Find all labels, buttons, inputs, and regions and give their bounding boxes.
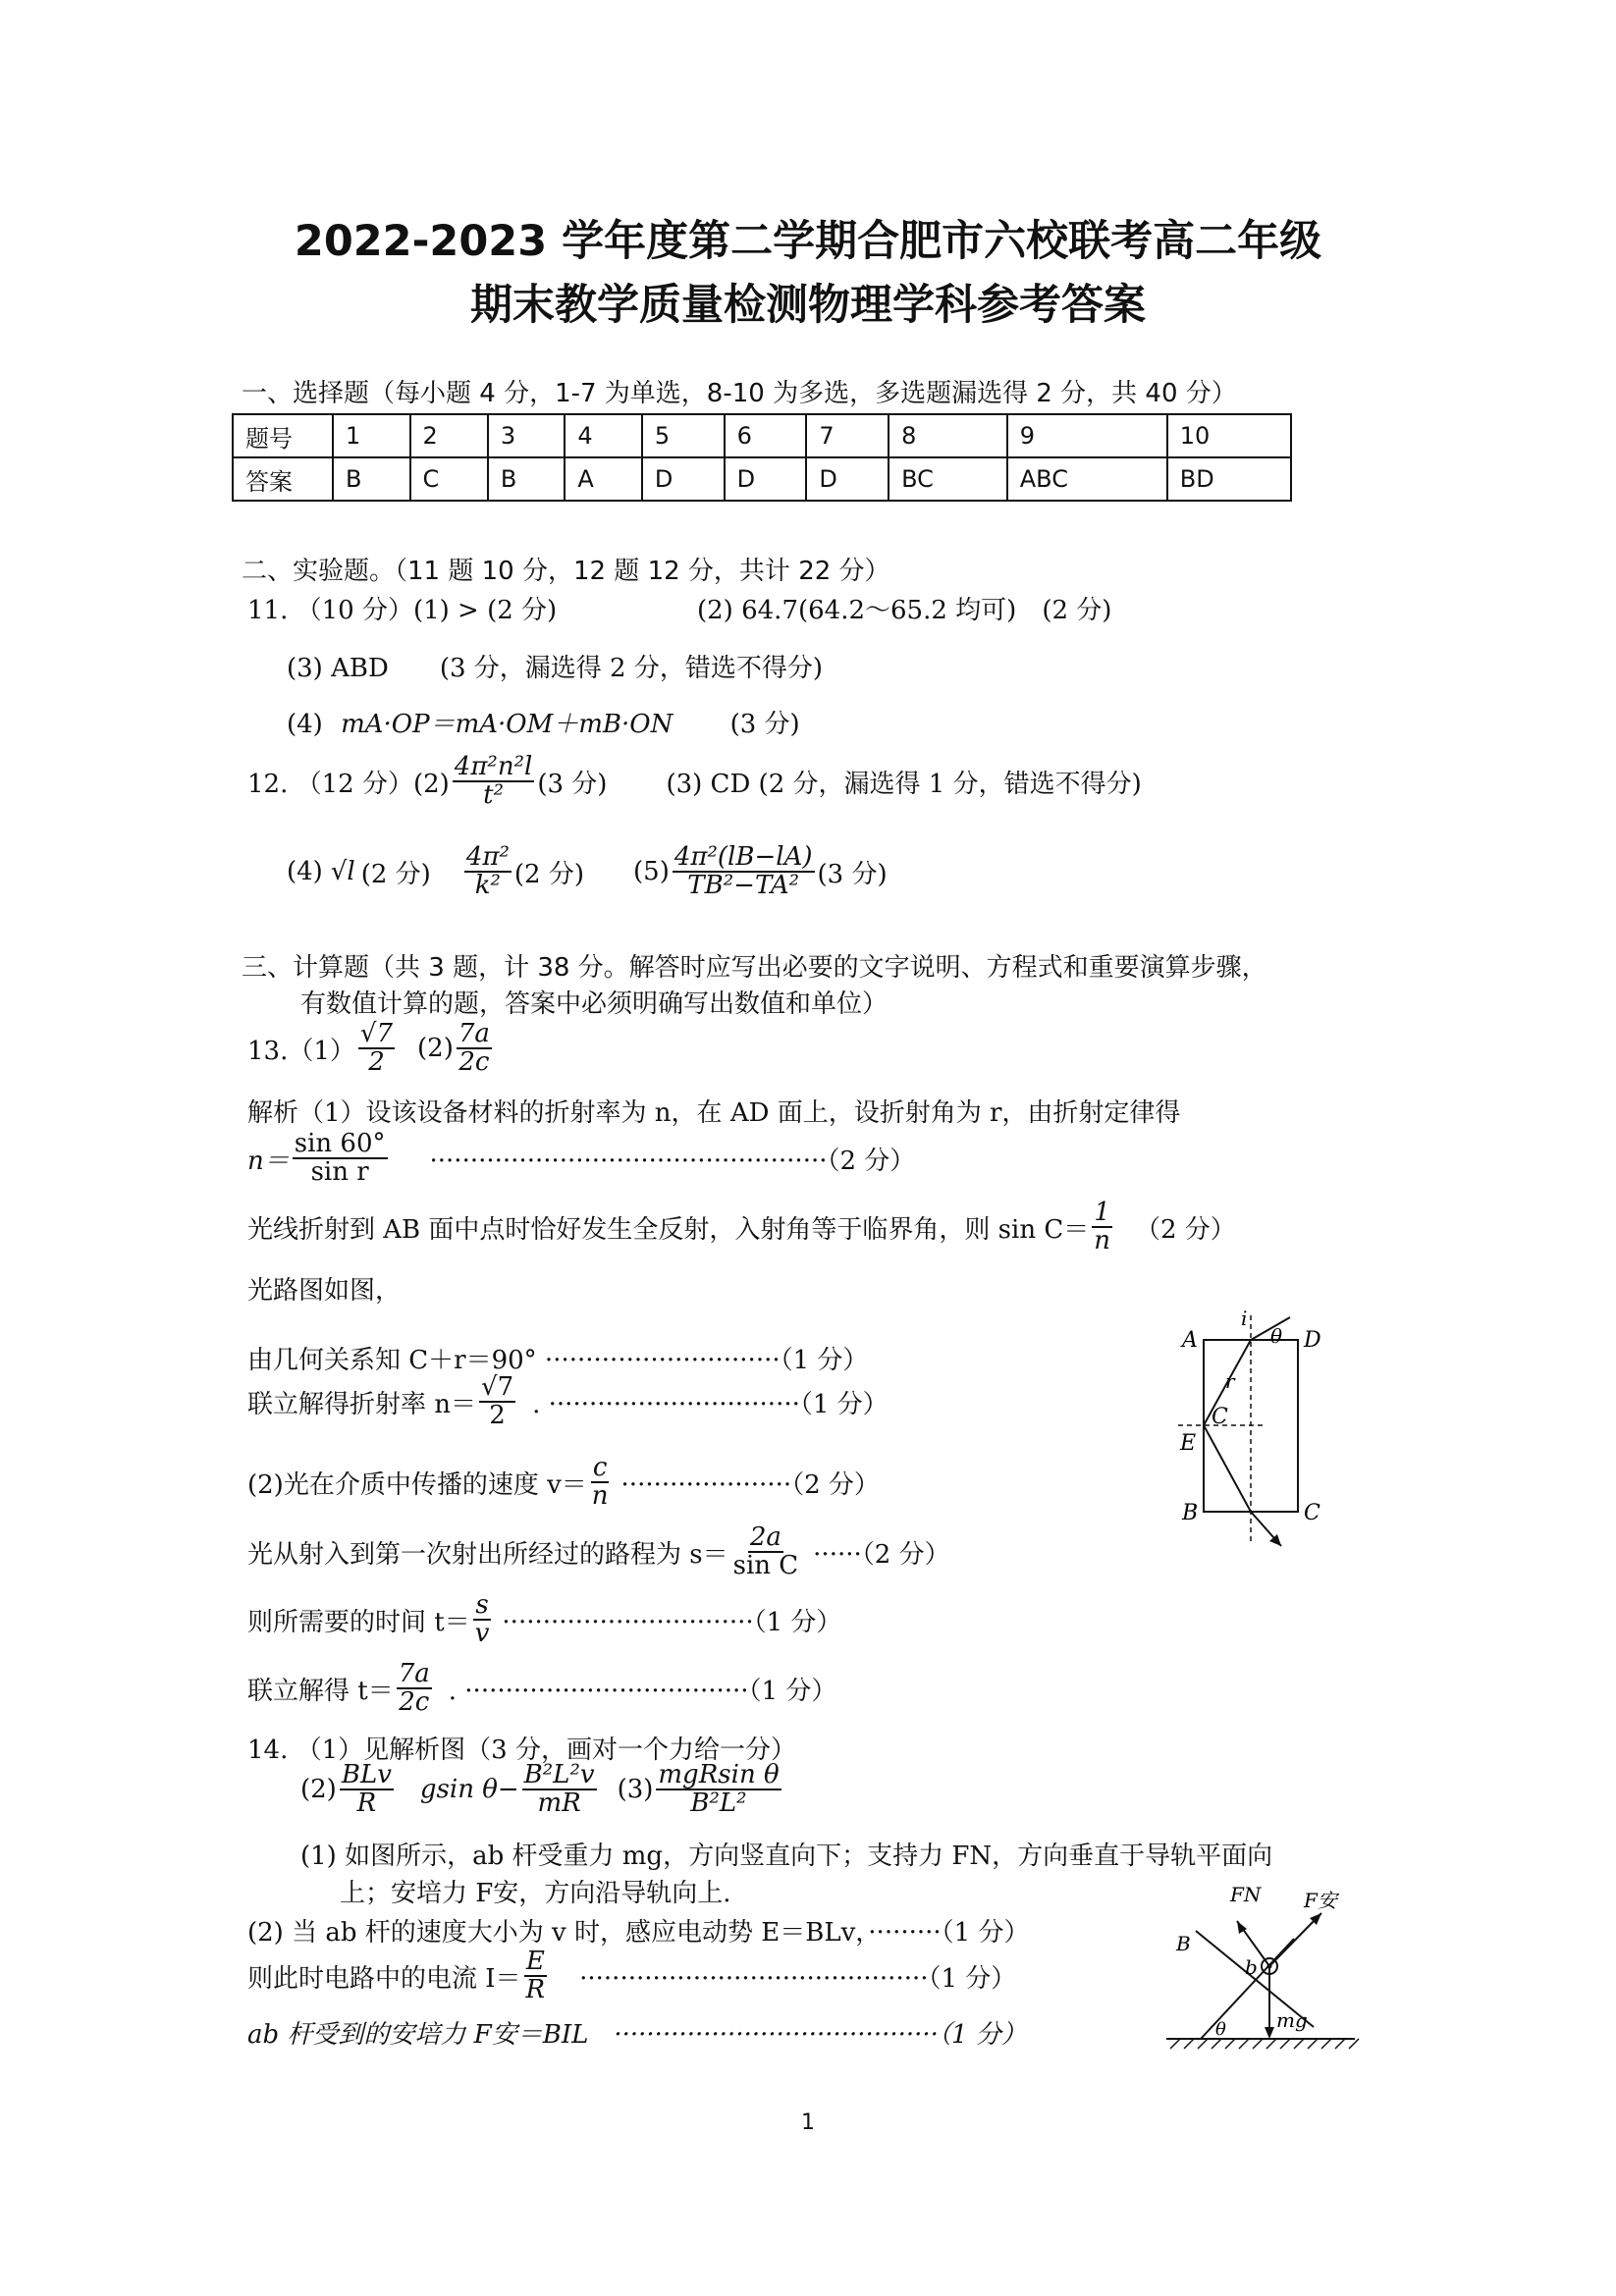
q14-line4: 上；安培力 F安，方向沿导轨向上. <box>340 1879 731 1908</box>
fraction-denominator: mR <box>537 1789 581 1819</box>
critical-angle-fraction <box>1092 1200 1112 1255</box>
q13-answers <box>247 1021 495 1077</box>
table-cell-number: 1 <box>333 414 410 457</box>
q13-line3-score: （2 分） <box>1135 1214 1236 1245</box>
q13-analysis-line7 <box>247 1455 880 1511</box>
q14-line3: (1) 如图所示，ab 杆受重力 mg，方向竖直向下；支持力 FN，方向垂直于导轨平面向 <box>300 1842 1273 1871</box>
label-i: i <box>1241 1307 1248 1330</box>
table-cell-number: 3 <box>488 414 566 457</box>
score-leader: ······（2 分） <box>813 1539 950 1570</box>
fraction-denominator: sin r <box>310 1157 369 1188</box>
q12-line2 <box>287 844 888 900</box>
q14-line6-text: 则此时电路中的电流 I＝ <box>247 1963 521 1994</box>
table-cell-label: 题号 <box>233 414 333 457</box>
q13-answer2 <box>457 1021 492 1077</box>
score-leader: . ···································（1 分） <box>448 1676 837 1706</box>
section1-heading: 一、选择题（每小题 4 分，1-7 为单选，8-10 为多选，多选题漏选得 2 分，共 40 分） <box>242 379 1237 408</box>
label-FN: FN <box>1230 1883 1262 1906</box>
q13-analysis-line10 <box>247 1661 836 1717</box>
label-theta: θ <box>1215 2019 1226 2040</box>
q12-part3: (3) CD (2 分，漏选得 1 分，错选不得分) <box>666 769 1142 799</box>
fraction-denominator: 2 <box>489 1401 506 1431</box>
label-C-angle: C <box>1212 1405 1228 1429</box>
fraction-numerator: 7a <box>458 1019 490 1048</box>
label-B: B <box>1176 1932 1191 1955</box>
q13-answer1 <box>358 1021 395 1077</box>
q13-line7-text: (2)光在介质中传播的速度 v＝ <box>247 1469 587 1500</box>
table-cell-answer: C <box>410 457 488 501</box>
q11-part1: 11. （10 分）(1) > (2 分) <box>247 596 558 625</box>
table-cell-answer: D <box>642 457 725 501</box>
fraction-numerator: 1 <box>1094 1198 1110 1227</box>
q11-part4 <box>287 704 800 740</box>
q12-label: 12. （12 分）(2) <box>247 769 450 799</box>
q12-line1 <box>247 754 1142 810</box>
arrow-head-icon <box>1265 2027 1274 2039</box>
label-r: r <box>1225 1369 1235 1393</box>
fraction-denominator: 2c <box>399 1687 430 1718</box>
label-A: A <box>1182 1328 1198 1353</box>
fraction-numerator: sin 60° <box>294 1129 386 1158</box>
force-diagram <box>1157 1880 1363 2056</box>
q13-analysis-line6 <box>247 1374 889 1430</box>
label-b: b <box>1245 1955 1258 1979</box>
q13-line6-text: 联立解得折射率 n＝ <box>247 1389 477 1419</box>
fraction-numerator: mgRsin θ <box>658 1760 780 1789</box>
q14-line7: ab 杆受到的安培力 F安＝BIL ········································（1 分） <box>247 2020 1027 2050</box>
page-number: 1 <box>801 2110 815 2135</box>
q12-part4-score: (2 分) <box>360 859 431 889</box>
fraction-numerator: BLv <box>341 1760 392 1789</box>
q13-line10-text: 联立解得 t＝ <box>247 1676 394 1706</box>
table-cell-answer: BC <box>889 457 1007 501</box>
fraction-denominator: R <box>525 1975 546 2005</box>
q13-analysis-line2 <box>247 1131 915 1187</box>
table-cell-label: 答案 <box>233 457 333 501</box>
q13-line3-text: 光线折射到 AB 面中点时恰好发生全反射，入射角等于临界角，则 sin C＝ <box>247 1214 1090 1245</box>
q13-analysis-line8 <box>247 1524 950 1580</box>
q14-line5: (2) 当 ab 杆的速度大小为 v 时，感应电动势 E＝BLv，·········（1 分） <box>247 1918 1030 1948</box>
q14-line6 <box>247 1949 1016 2004</box>
refraction-fraction <box>293 1131 388 1187</box>
fraction-numerator: √7 <box>481 1372 514 1402</box>
table-cell-answer: B <box>333 457 410 501</box>
q12-part5-formula <box>673 844 815 900</box>
label-theta: θ <box>1270 1324 1283 1348</box>
q12-part5-score: (3 分) <box>817 859 888 889</box>
reflected-ray <box>1204 1425 1251 1512</box>
score-leader: ·······························（1 分） <box>502 1607 842 1637</box>
table-cell-number: 10 <box>1167 414 1291 457</box>
q11-part4-label: (4) <box>287 710 323 739</box>
fraction-numerator: s <box>475 1590 489 1620</box>
light-path-diagram <box>1158 1306 1335 1551</box>
q12-slope-formula <box>464 844 512 900</box>
fraction-denominator: 2 <box>368 1047 385 1078</box>
label-D: D <box>1304 1328 1321 1353</box>
fraction-numerator: 2a <box>749 1522 781 1552</box>
table-cell-number: 4 <box>565 414 641 457</box>
fraction-denominator: R <box>356 1789 377 1819</box>
label-F-ampere: F安 <box>1304 1889 1337 1912</box>
score-leader: . ·······························（1 分） <box>532 1389 889 1419</box>
fraction-numerator: 4π²n²l <box>454 752 533 781</box>
table-cell-number: 6 <box>725 414 807 457</box>
time-fraction <box>473 1592 492 1648</box>
section3-heading-line1: 三、计算题（共 3 题，计 38 分。解答时应写出必要的文字说明、方程式和重要演算步骤， <box>242 953 1267 983</box>
q12-slope-score: (2 分) <box>513 859 585 889</box>
fraction-numerator: 7a <box>398 1659 430 1688</box>
speed-fraction <box>590 1455 611 1511</box>
q13-analysis-line1: 解析（1）设该设备材料的折射率为 n，在 AD 面上，设折射角为 r，由折射定律得 <box>247 1098 1181 1128</box>
q13-analysis-line5: 由几何关系知 C＋r＝90° ·····························（1 分） <box>247 1346 869 1375</box>
q11-part4-score: (3 分) <box>729 710 800 739</box>
fraction-denominator: t² <box>483 780 504 811</box>
ground-hatching <box>1170 2039 1359 2049</box>
score-leader: ·················································（2 分） <box>429 1146 916 1176</box>
path-fraction <box>731 1524 801 1580</box>
q13-label: 13.（1） <box>247 1036 355 1066</box>
q13-analysis-line3 <box>247 1200 1236 1255</box>
fraction-numerator: 4π²(lB−lA) <box>673 842 813 872</box>
fraction-denominator: B²L² <box>690 1789 747 1819</box>
table-cell-number: 5 <box>642 414 725 457</box>
fraction-numerator: √7 <box>359 1019 394 1048</box>
fraction-numerator: E <box>525 1947 545 1976</box>
answer-table <box>232 413 1292 502</box>
q12-part5-label: (5) <box>633 857 670 887</box>
answer-table-number-row <box>233 414 1291 457</box>
fraction-denominator: 2c <box>458 1047 490 1078</box>
section3-heading-line2: 有数值计算的题，答案中必须明确写出数值和单位） <box>300 989 889 1019</box>
q12-part4-label: (4) <box>287 857 323 887</box>
table-cell-answer: B <box>488 457 566 501</box>
table-cell-answer: D <box>806 457 889 501</box>
score-leader: ·····················（2 分） <box>620 1469 880 1500</box>
label-mg: mg <box>1276 2008 1308 2032</box>
q14-line1: 14. （1）见解析图（3 分，画对一个力给一分） <box>247 1735 796 1765</box>
fraction-denominator: n <box>591 1481 609 1512</box>
fraction-denominator: TB²−TA² <box>687 871 800 901</box>
fraction-numerator: B²L²v <box>523 1760 595 1789</box>
page-title-line2: 期末教学质量检测物理学科参考答案 <box>470 281 1146 330</box>
q11-part2: (2) 64.7(64.2～65.2 均可) (2 分) <box>697 596 1112 625</box>
q12-formula-2 <box>453 754 535 810</box>
table-cell-number: 8 <box>889 414 1007 457</box>
q13-line8-text: 光从射入到第一次射出所经过的路程为 s＝ <box>247 1539 728 1570</box>
table-cell-answer: A <box>565 457 641 501</box>
fraction-denominator: v <box>474 1619 490 1649</box>
score-leader: ···········································（1 分） <box>579 1963 1017 1994</box>
q13-analysis-line9 <box>247 1592 841 1648</box>
index-fraction <box>479 1374 515 1430</box>
q14-accel-text: gsin θ− <box>419 1775 519 1805</box>
q12-part4-value: √l <box>330 857 355 887</box>
fraction-denominator: sin C <box>732 1551 799 1581</box>
page-title-line1: 2022-2023 学年度第二学期合肥市六校联考高二年级 <box>294 217 1322 266</box>
fraction-denominator: k² <box>474 871 501 901</box>
fraction-denominator: n <box>1094 1226 1110 1256</box>
q14-line2 <box>300 1762 784 1818</box>
equation-lhs: n＝ <box>247 1146 290 1176</box>
result-fraction <box>397 1661 432 1717</box>
q12-score-2: (3 分) <box>537 769 608 799</box>
table-cell-answer: BD <box>1167 457 1291 501</box>
q14-part2-label: (2) <box>300 1775 337 1805</box>
fraction-numerator: c <box>592 1453 608 1482</box>
q11-part4-formula: mA·OP＝mA·OM＋mB·ON <box>341 710 673 739</box>
q13-label2: (2) <box>417 1034 454 1064</box>
label-B: B <box>1182 1501 1199 1525</box>
section2-heading: 二、实验题。（11 题 10 分，12 题 12 分，共计 22 分） <box>242 557 890 586</box>
label-E: E <box>1180 1431 1197 1456</box>
q14-accel-fraction <box>522 1762 597 1818</box>
table-cell-number: 2 <box>410 414 488 457</box>
q13-line9-text: 则所需要的时间 t＝ <box>247 1607 470 1637</box>
current-fraction <box>524 1949 548 2004</box>
q11-part3: (3) ABD (3 分，漏选得 2 分，错选不得分) <box>287 654 823 683</box>
q13-analysis-line4: 光路图如图， <box>247 1276 402 1306</box>
label-C: C <box>1304 1501 1320 1525</box>
fraction-numerator: 4π² <box>465 842 510 872</box>
q14-velocity-fraction <box>656 1762 781 1818</box>
answer-table-answer-row <box>233 457 1291 501</box>
table-cell-answer: D <box>725 457 807 501</box>
q14-part3-label: (3) <box>617 1775 654 1805</box>
q14-emf-fraction <box>340 1762 394 1818</box>
table-cell-answer: ABC <box>1007 457 1167 501</box>
table-cell-number: 9 <box>1007 414 1167 457</box>
table-cell-number: 7 <box>806 414 889 457</box>
